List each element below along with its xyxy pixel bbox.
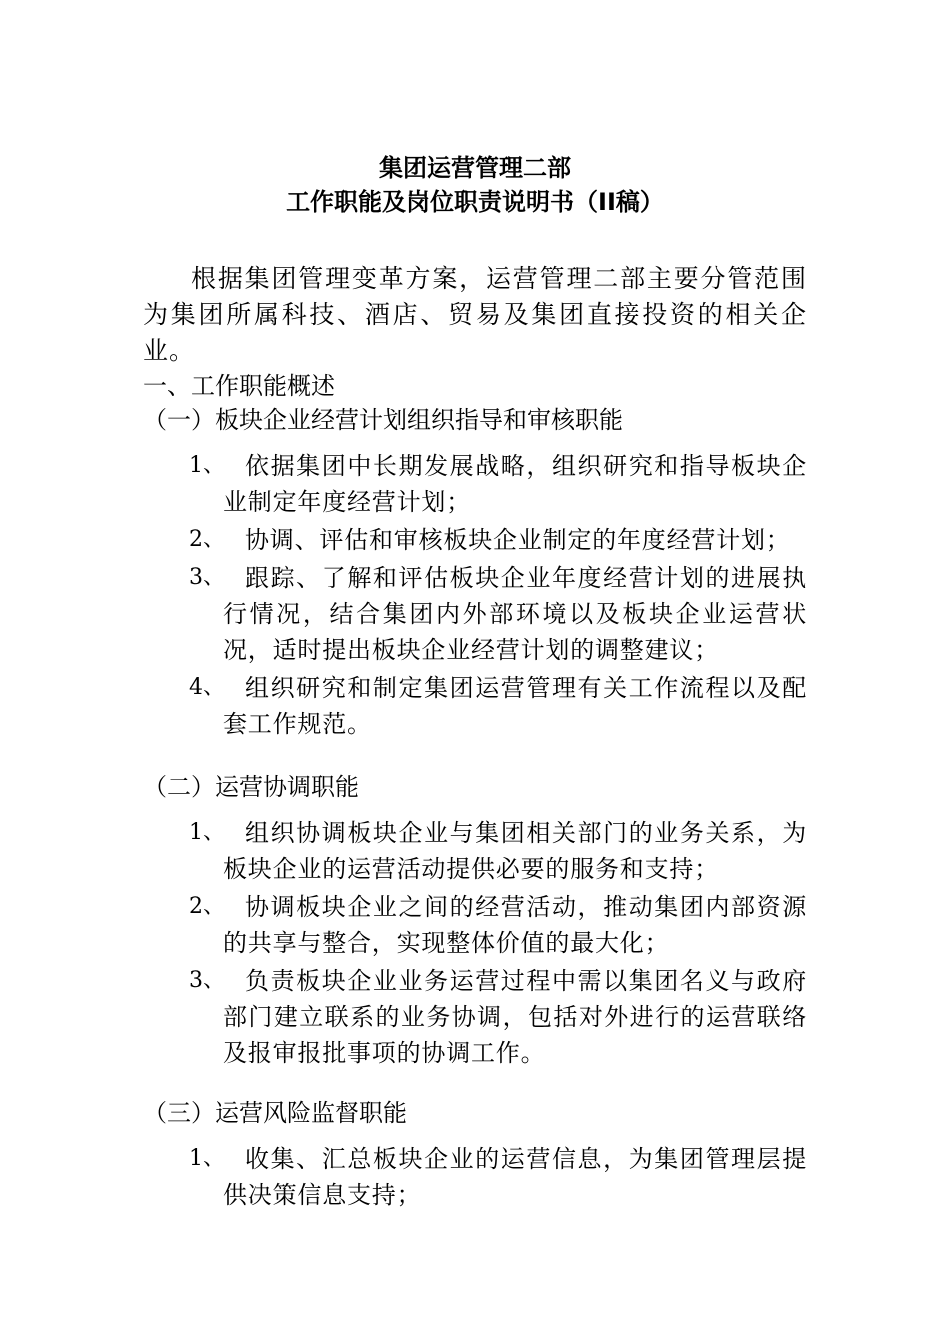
intro-paragraph: 根据集团管理变革方案，运营管理二部主要分管范围为集团所属科技、酒店、贸易及集团直接投资的相关企业。 <box>143 264 807 365</box>
item-number: 3、 <box>189 968 225 993</box>
list-item <box>143 670 807 742</box>
item-number: 3、 <box>189 565 225 590</box>
section-planning <box>143 404 823 744</box>
item-number: 1、 <box>189 820 225 845</box>
list-item <box>143 560 807 668</box>
item-text: 协调、评估和审核板块企业制定的年度经营计划； <box>245 526 791 554</box>
item-number: 2、 <box>189 527 225 552</box>
section-heading: （三）运营风险监督职能 <box>143 1099 407 1127</box>
item-number: 1、 <box>189 1146 225 1171</box>
item-text: 组织研究和制定集团运营管理有关工作流程以及配套工作规范。 <box>223 674 807 738</box>
list-item <box>143 889 807 961</box>
item-text: 收集、汇总板块企业的运营信息，为集团管理层提供决策信息支持； <box>223 1145 807 1209</box>
list-item <box>143 963 807 1071</box>
list-item <box>143 815 807 887</box>
item-number: 4、 <box>189 675 225 700</box>
item-text: 负责板块企业业务运营过程中需以集团名义与政府部门建立联系的业务协调，包括对外进行的运营联络及报审报批事项的协调工作。 <box>223 967 807 1067</box>
document-subtitle: 工作职能及岗位职责说明书（II稿） <box>286 188 664 216</box>
item-text: 组织协调板块企业与集团相关部门的业务关系，为板块企业的运营活动提供必要的服务和支持； <box>223 819 807 883</box>
item-text: 依据集团中长期发展战略，组织研究和指导板块企业制定年度经营计划； <box>223 452 807 516</box>
document-title: 集团运营管理二部 <box>379 154 571 182</box>
item-text: 跟踪、了解和评估板块企业年度经营计划的进展执行情况，结合集团内外部环境以及板块企业运营状况，适时提出板块企业经营计划的调整建议； <box>223 564 807 664</box>
list-item <box>143 522 807 558</box>
item-number: 2、 <box>189 894 225 919</box>
item-number: 1、 <box>189 453 225 478</box>
item-text: 协调板块企业之间的经营活动，推动集团内部资源的共享与整合，实现整体价值的最大化； <box>223 893 807 957</box>
section-coordination <box>143 771 823 1073</box>
part-heading: 一、工作职能概述 <box>143 372 335 400</box>
section-heading: （一）板块企业经营计划组织指导和审核职能 <box>143 406 623 434</box>
list-item <box>143 448 807 520</box>
section-heading: （二）运营协调职能 <box>143 773 359 801</box>
list-item <box>143 1141 807 1213</box>
section-risk-supervision <box>143 1097 823 1215</box>
